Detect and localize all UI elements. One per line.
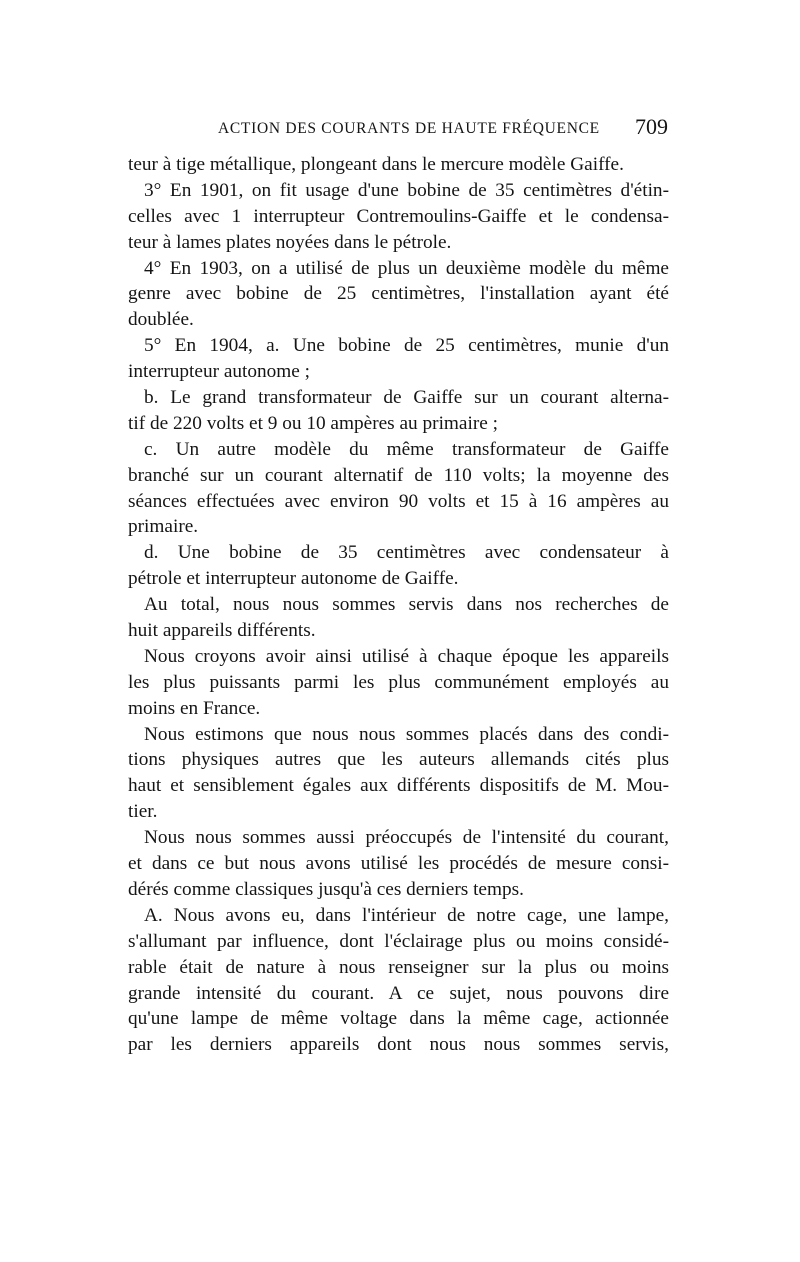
text-line: pétrole et interrupteur autonome de Gaiffe. xyxy=(128,568,459,590)
page-number: 709 xyxy=(635,114,668,139)
text-line: 3° En 1901, on fit usage d'une bobine de 35 centimètres d'étin- xyxy=(144,179,669,201)
page-header xyxy=(128,114,668,148)
text-line: et dans ce but nous avons utilisé les procédés de mesure consi- xyxy=(128,853,669,875)
text-line: dérés comme classiques jusqu'à ces derniers temps. xyxy=(128,878,524,900)
text-line: rable était de nature à nous renseigner sur la plus ou moins xyxy=(128,956,669,978)
text-line: tier. xyxy=(128,801,158,823)
text-line: genre avec bobine de 25 centimètres, l'installation ayant été xyxy=(128,283,669,305)
text-line: d. Une bobine de 35 centimètres avec condensateur à xyxy=(144,542,669,564)
text-line: teur à tige métallique, plongeant dans le mercure modèle Gaiffe. xyxy=(128,154,624,175)
text-line: primaire. xyxy=(128,516,199,538)
text-line: Nous nous sommes aussi préoccupés de l'intensité du courant, xyxy=(144,827,669,849)
text-line: c. Un autre modèle du même transformateur de Gaiffe xyxy=(144,438,669,460)
text-line: doublée. xyxy=(128,309,194,331)
text-line: les plus puissants parmi les plus communément employés au xyxy=(128,671,669,693)
running-title: ACTION DES COURANTS DE HAUTE FRÉQUENCE xyxy=(218,120,600,137)
text-line: séances effectuées avec environ 90 volts et 15 à 16 ampères au xyxy=(128,490,669,512)
text-line: Au total, nous nous sommes servis dans nos recherches de xyxy=(144,594,669,616)
text-line: moins en France. xyxy=(128,697,261,719)
text-line: huit appareils différents. xyxy=(128,620,316,642)
text-line: haut et sensiblement égales aux différents dispositifs de M. Mou- xyxy=(128,775,669,797)
text-line: Nous estimons que nous nous sommes placés dans des condi- xyxy=(144,723,669,745)
text-line: interrupteur autonome ; xyxy=(128,361,311,383)
text-line: 5° En 1904, a. Une bobine de 25 centimètres, munie d'un xyxy=(144,335,669,357)
text-line: branché sur un courant alternatif de 110 volts; la moyenne des xyxy=(128,464,669,486)
text-line: teur à lames plates noyées dans le pétrole. xyxy=(128,231,452,253)
text-line: qu'une lampe de même voltage dans la même cage, actionnée xyxy=(128,1008,669,1030)
text-line: par les derniers appareils dont nous nous sommes servis, xyxy=(128,1034,669,1056)
text-line: celles avec 1 interrupteur Contremoulins-Gaiffe et le condensa- xyxy=(128,205,669,227)
text-line: grande intensité du courant. A ce sujet, nous pouvons dire xyxy=(128,982,669,1004)
text-line: 4° En 1903, on a utilisé de plus un deuxième modèle du même xyxy=(144,257,669,279)
page-body xyxy=(128,152,669,1058)
text-line: Nous croyons avoir ainsi utilisé à chaque époque les appareils xyxy=(144,645,669,667)
text-line: A. Nous avons eu, dans l'intérieur de notre cage, une lampe, xyxy=(144,904,669,926)
text-line: b. Le grand transformateur de Gaiffe sur un courant alterna- xyxy=(144,387,669,409)
text-line: s'allumant par influence, dont l'éclairage plus ou moins considé- xyxy=(128,930,669,952)
text-line: tif de 220 volts et 9 ou 10 ampères au primaire ; xyxy=(128,412,498,434)
text-line: tions physiques autres que les auteurs allemands cités plus xyxy=(128,749,669,771)
